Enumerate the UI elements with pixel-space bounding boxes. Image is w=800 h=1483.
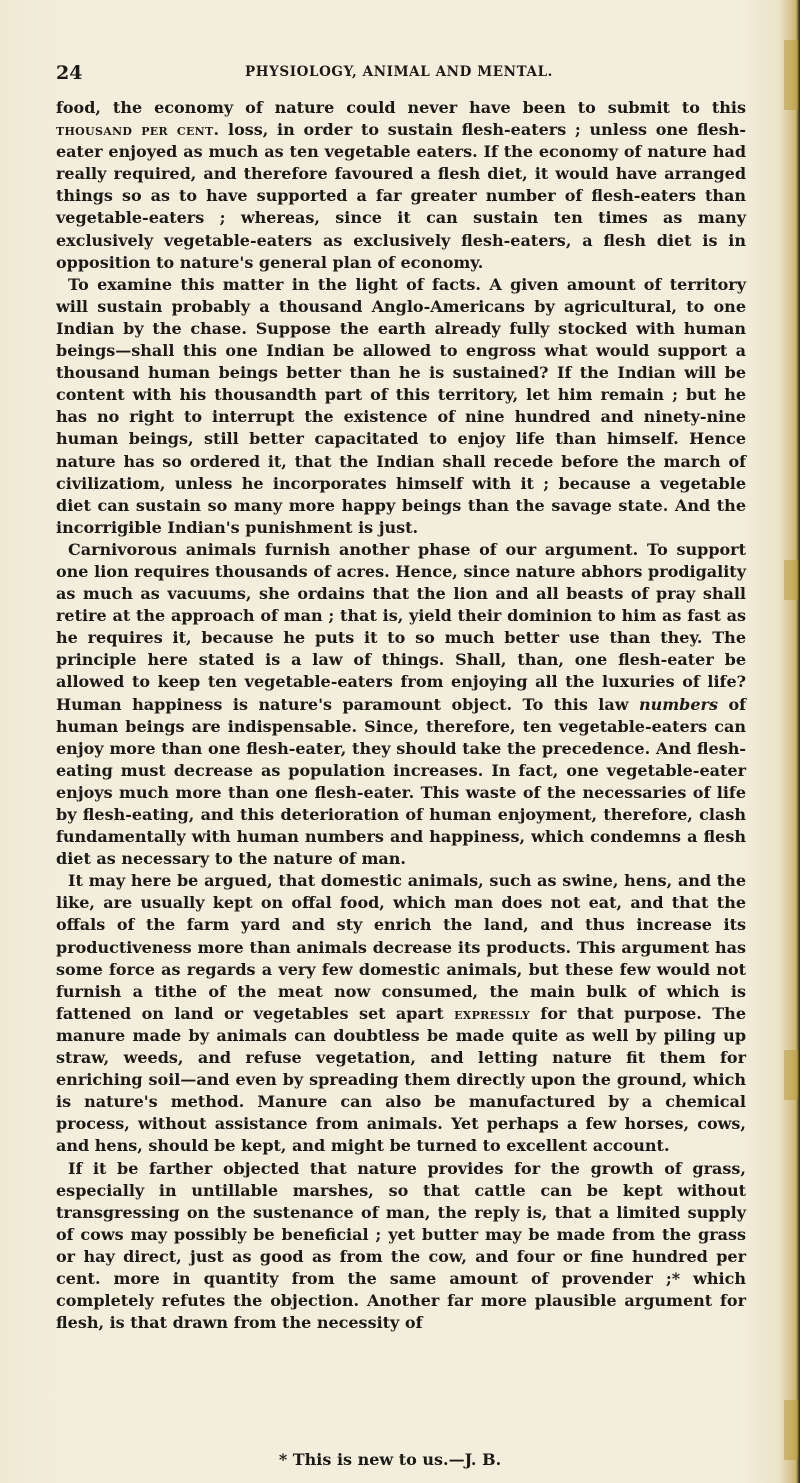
paragraph-text: It may here be argued, that domestic animals, such as swine, hens, and the like, are usually kept on offal food, which man does not eat, and that the offals of the farm yard and sty enrich the land, and thus increase its productiveness more than animals decrease its products. This argument has some force as regards a very few domestic animals, but these few would not furnish a tithe of the meat now consumed, the main bulk of which is fattened on land or vegetables set apart: [56, 871, 746, 1023]
paragraph-text: of human beings are indispensable. Since, therefore, ten vegetable-eaters can enjoy more than one flesh-eater, they should take the precedence. And flesh-eating must decrease as population increases. In fact, one vegetable-eater enjoys much more than one flesh-eater. This waste of the necessaries of life by flesh-eating, and this deterioration of human enjoyment, therefore, clash fundamentally with human numbers and happiness, which condemns a flesh diet as necessary to the nature of man.: [56, 694, 747, 869]
edge-stain: [784, 40, 798, 110]
body-text: [56, 97, 746, 1334]
running-head: PHYSIOLOGY, ANIMAL AND MENTAL.: [245, 64, 553, 80]
paragraph-text: food, the economy of nature could never have been to submit to this: [56, 98, 746, 117]
page-edge-shadow: [780, 0, 800, 1483]
edge-stain: [784, 560, 798, 600]
smallcaps-text: expressly: [454, 1003, 531, 1023]
paragraph: [56, 97, 746, 274]
paragraph-text: for that purpose. The manure made by animals can doubtless be made quite as well by piling up straw, weeds, and refuse vegetation, and letting nature fit them for enriching soil—and even by spreading them directly upon the ground, which is nature's method. Manure can also be manufactured by a chemical process, without assistance from animals. Yet perhaps a few horses, cows, and hens, should be kept, and might be turned to excellent account.: [56, 1003, 746, 1156]
edge-stain: [784, 1050, 798, 1100]
smallcaps-text: thousand per cent.: [56, 120, 220, 140]
italic-text: numbers: [638, 694, 718, 714]
paragraph-text: If it be farther objected that nature provides for the growth of grass, especially in untillable marshes, so that cattle can be kept without transgressing on the sustenance of man, the reply is, that a limited supply of cows may possibly be beneficial ; yet butter may be made from the grass or hay direct, just as good as from the cow, and four or fine hundred per cent. more in quantity from the same amount of provender ;* which completely refutes the objection. Another far more plausible argument for flesh, is that drawn from the necessity of: [56, 1158, 746, 1333]
paragraph-text: Carnivorous animals furnish another phase of our argument. To support one lion requires thousands of acres. Hence, since nature abhors prodigality as much as vacuums, she ordains that the lion and all beasts of pray shall retire at the approach of man ; that is, yield their dominion to him as fast as he requires it, because he puts it to so much better use than they. The principle here stated is a law of things. Shall, than, one flesh-eater be allowed to keep ten vegetable-eaters from enjoying all the luxuries of life? Human happiness is nature's paramount object. To this law: [56, 539, 746, 714]
paragraph-text: To examine this matter in the light of facts. A given amount of territory will sustain probably a thousand Anglo-Americans by agricultural, to one Indian by the chase. Suppose the earth already fully stocked with human beings—shall this one Indian be allowed to engross what would support a thousand human beings better than he is sustained? If the Indian will be content with his thousandth part of this territory, let him remain ; but he has no right to interrupt the existence of nine hundred and ninety-nine human beings, still better capacitated to enjoy life than himself. Hence nature has so ordered it, that the Indian shall recede before the march of civilizatiom, unless he incorporates himself with it ; because a vegetable diet can sustain so many more happy beings than the savage state. And the incorrigible Indian's punishment is just.: [56, 274, 746, 537]
paragraph-text: loss, in order to sustain flesh-eaters ; unless one flesh-eater enjoyed as much as ten vegetable eaters. If the economy of nature had really required, and therefore favoured a flesh diet, it would have arranged things so as to have supported a far greater number of flesh-eaters than vegetable-eaters ; whereas, since it can sustain ten times as many exclusively vegetable-eaters as exclusively flesh-eaters, a flesh diet is in opposition to nature's general plan of economy.: [56, 120, 746, 272]
edge-stain: [784, 1400, 798, 1460]
paragraph: [56, 1158, 746, 1335]
paragraph: [56, 870, 746, 1157]
page-number: 24: [56, 62, 83, 84]
paragraph: [56, 274, 746, 539]
page-header: [56, 62, 742, 88]
paragraph: [56, 539, 746, 870]
footnote: * This is new to us.—J. B.: [278, 1450, 502, 1469]
